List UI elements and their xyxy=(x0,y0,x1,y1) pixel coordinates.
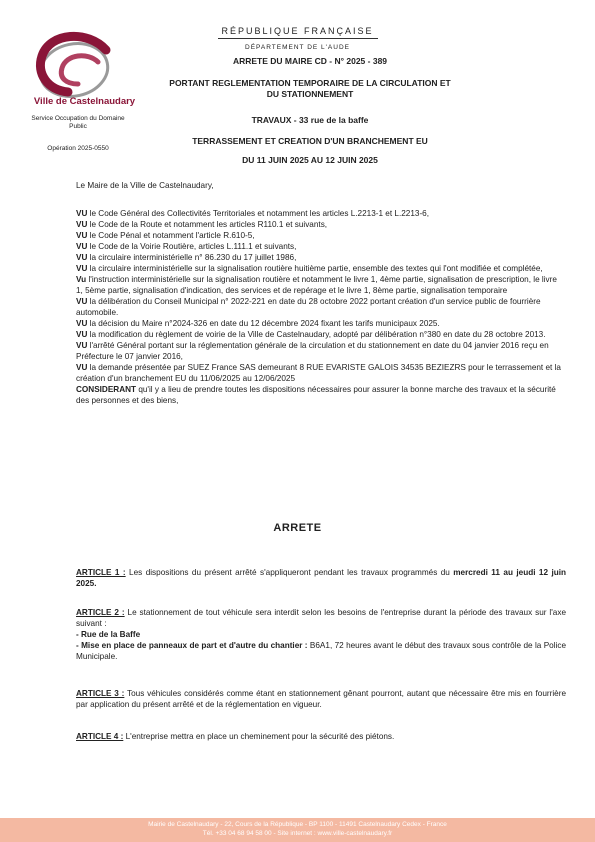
consideration-text: la modification du règlement de voirie de la Ville de Castelnaudary, adopté par délibération n°380 en date du 28 octobre 2013. xyxy=(87,330,546,339)
consideration-prefix: VU xyxy=(76,242,88,251)
article-1-label: ARTICLE 1 : xyxy=(76,568,126,577)
article-3 xyxy=(76,688,566,710)
city-name: Ville de Castelnaudary xyxy=(33,96,136,107)
article-2-street: - Rue de la Baffe xyxy=(76,630,141,639)
consideration-prefix: VU xyxy=(76,363,88,372)
decree-subject: PORTANT REGLEMENTATION TEMPORAIRE DE LA CIRCULATION ET DU STATIONNEMENT xyxy=(169,78,451,99)
consideration-text: la circulaire interministérielle n° 86.230 du 17 juillet 1986, xyxy=(87,253,297,262)
consideration-prefix: Vu xyxy=(76,275,87,284)
considerations-list xyxy=(76,208,566,406)
article-4 xyxy=(76,731,566,742)
consideration-prefix: VU xyxy=(76,297,88,306)
decision-title: ARRETE xyxy=(273,522,322,534)
consideration-text: le Code de la Route et notamment les articles R110.1 et suivants, xyxy=(87,220,328,229)
consideration-prefix: VU xyxy=(76,264,88,273)
consideration-text: la circulaire interministérielle sur la signalisation routière huitième partie, ensemble des textes qui l'ont modifiée et complétée, xyxy=(87,264,543,273)
consideration-item xyxy=(76,274,566,296)
consideration-text: la demande présentée par SUEZ France SAS demeurant 8 RUE EVARISTE GALOIS 34535 BEZIEZRS pour le terrassement et la création d'un branchement EU du 11/06/2025 au 12/06/2025 xyxy=(76,363,561,383)
works-period: DU 11 JUIN 2025 AU 12 JUIN 2025 xyxy=(242,155,378,165)
article-2 xyxy=(76,607,566,662)
consideration-text: la décision du Maire n°2024-326 en date du 12 décembre 2024 fixant les tarifs municipaux 2025. xyxy=(87,319,440,328)
article-4-text: L'entreprise mettra en place un cheminement pour la sécurité des piétons. xyxy=(123,732,395,741)
operation-number: Opération 2025-0550 xyxy=(47,145,109,152)
consideration-item xyxy=(76,252,566,263)
works-line: TRAVAUX - 33 rue de la baffe xyxy=(251,115,369,125)
service-label: Service Occupation du Domaine Public xyxy=(31,115,125,131)
consideration-text: le Code de la Voirie Routière, articles L.111.1 et suivants, xyxy=(87,242,297,251)
article-1-dates: mercredi 11 au jeudi 12 juin 2025. xyxy=(76,568,566,588)
footer-address: Mairie de Castelnaudary - 22, Cours de la République - BP 1100 - 11491 Castelnaudary Cedex - France xyxy=(148,821,447,828)
mayor-intro: Le Maire de la Ville de Castelnaudary, xyxy=(76,181,214,190)
consideration-item xyxy=(76,329,566,340)
consideration-item xyxy=(76,384,566,406)
consideration-text: l'arrêté Général portant sur la réglementation générale de la circulation et du stationnement en date du 04 janvier 2016 reçu en Préfecture le 07 janvier 2016, xyxy=(76,341,549,361)
consideration-prefix: VU xyxy=(76,220,88,229)
article-1 xyxy=(76,567,566,589)
works-type: TERRASSEMENT ET CREATION D'UN BRANCHEMENT EU xyxy=(192,136,428,146)
consideration-item xyxy=(76,318,566,329)
department-header: DÉPARTEMENT DE L'AUDE xyxy=(245,44,350,51)
article-2-signage-label: - Mise en place de panneaux de part et d'autre du chantier : xyxy=(76,641,308,650)
republic-header: RÉPUBLIQUE FRANÇAISE xyxy=(221,26,374,36)
consideration-prefix: VU xyxy=(76,253,88,262)
header-divider xyxy=(218,38,378,39)
article-2-signage-text: B6A1, 72 heures avant le début des travaux sous contrôle de la Police Municipale. xyxy=(76,641,566,661)
consideration-text: qu'il y a lieu de prendre toutes les dispositions nécessaires pour assurer la bonne marche des travaux et la sécurité des personnes et des biens, xyxy=(76,385,556,405)
consideration-prefix: VU xyxy=(76,231,88,240)
consideration-prefix: VU xyxy=(76,209,88,218)
consideration-item xyxy=(76,241,566,252)
footer-contact: Tél. +33 04 68 94 58 00 - Site internet : www.ville-castelnaudary.fr xyxy=(202,830,393,837)
consideration-prefix: VU xyxy=(76,330,88,339)
consideration-item xyxy=(76,340,566,362)
article-4-label: ARTICLE 4 : xyxy=(76,732,124,741)
article-3-text: Tous véhicules considérés comme étant en stationnement gênant pourront, autant que nécessaire être mis en fourrière par application du présent arrêté et de la réglementation en vigueur. xyxy=(76,689,566,709)
consideration-prefix: CONSIDERANT xyxy=(76,385,137,394)
article-3-label: ARTICLE 3 : xyxy=(76,689,125,698)
consideration-text: le Code Général des Collectivités Territoriales et notamment les articles L.2213-1 et L.2213-6, xyxy=(87,209,429,218)
article-1-text: Les dispositions du présent arrêté s'appliqueront pendant les travaux programmés du xyxy=(125,568,454,577)
consideration-text: le Code Pénal et notamment l'article R.610-5, xyxy=(87,231,255,240)
article-2-text: Le stationnement de tout véhicule sera interdit selon les besoins de l'entreprise durant la période des travaux sur l'axe suivant : xyxy=(76,608,566,628)
consideration-prefix: VU xyxy=(76,319,88,328)
article-2-label: ARTICLE 2 : xyxy=(76,608,125,617)
consideration-item xyxy=(76,263,566,274)
consideration-prefix: VU xyxy=(76,341,88,350)
consideration-text: l'instruction interministérielle sur la signalisation routière et notamment le livre 1, 4ème partie, signalisation de prescription, le livre 1, 5ème partie, signalisation d'indication, des services et de repérage et le livre 1, 8ème partie, signalisation temporaire xyxy=(76,275,557,295)
decree-number: ARRETE DU MAIRE CD - N° 2025 - 389 xyxy=(232,56,388,66)
consideration-text: la délibération du Conseil Municipal n° 2022-221 en date du 28 octobre 2022 portant création d'un service public de fourrière automobile. xyxy=(76,297,541,317)
consideration-item xyxy=(76,230,566,241)
consideration-item xyxy=(76,296,566,318)
consideration-item xyxy=(76,362,566,384)
consideration-item xyxy=(76,219,566,230)
consideration-item xyxy=(76,208,566,219)
